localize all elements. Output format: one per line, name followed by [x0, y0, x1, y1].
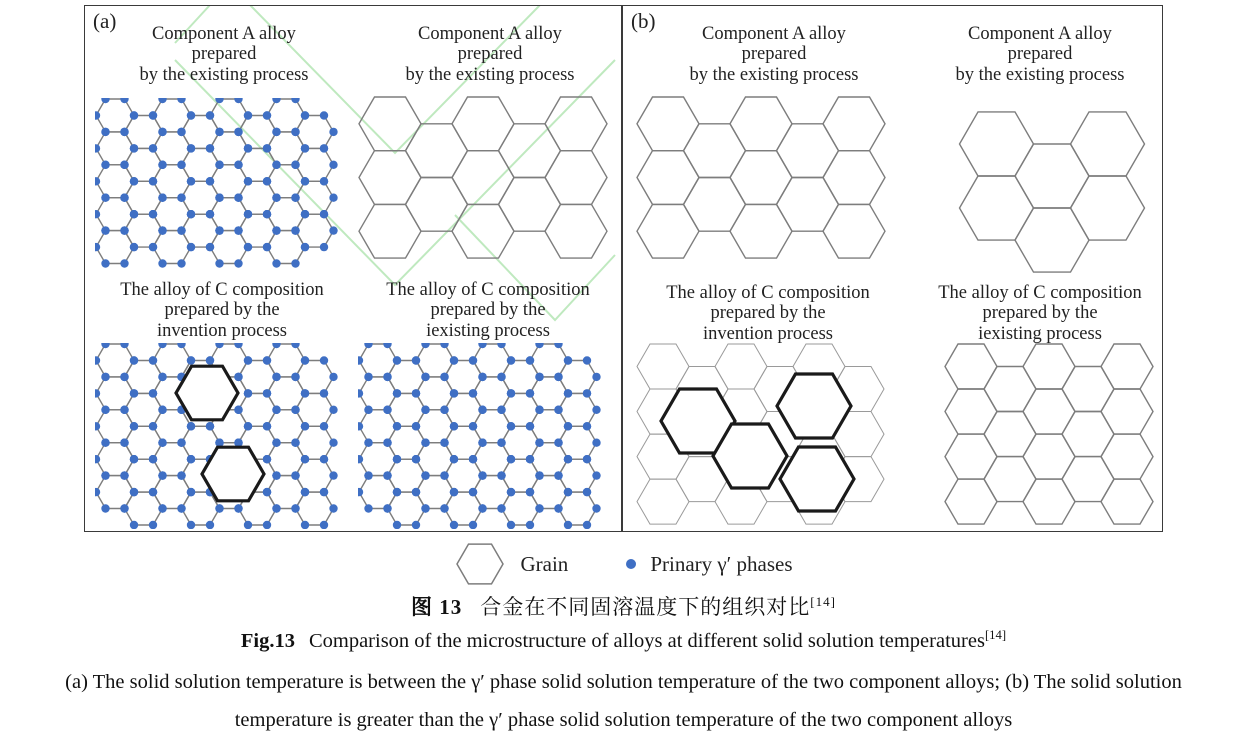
honeycomb-b-top-left-plain	[636, 96, 898, 282]
title-line: prepared	[191, 44, 257, 65]
title-line: Component A alloy	[418, 24, 562, 44]
caption-en-prefix: Fig.13	[240, 630, 295, 652]
title-line: The alloy of C composition	[666, 283, 870, 303]
title-b-top-left	[630, 24, 918, 85]
caption-note: (a) The solid solution temperature is between the γ′ phase solid solution temperature of the two component alloys; (b) The solid solution temperature is greater than the γ′ phase solid solution temperature of the two component alloys	[65, 671, 1182, 731]
legend-grain-label: Grain	[520, 551, 569, 576]
title-line: Component A alloy	[152, 24, 296, 44]
title-line: Component A alloy	[968, 24, 1112, 44]
caption-zh-ref: [14]	[810, 594, 836, 609]
title-a-bottom-right	[356, 280, 620, 341]
title-line: prepared by the	[982, 303, 1098, 324]
title-line: invention process	[157, 320, 287, 341]
legend-grain	[454, 541, 568, 587]
title-line: prepared	[741, 44, 807, 65]
caption-zh	[0, 591, 1247, 621]
panel-b-label: (b)	[631, 9, 656, 33]
honeycomb-b-bottom-left-grains	[636, 343, 898, 531]
caption-zh-text: 合金在不同固溶温度下的组织对比	[480, 595, 811, 619]
title-line: prepared by the	[710, 303, 826, 324]
title-line: by the existing process	[139, 64, 309, 85]
title-line: Component A alloy	[702, 24, 846, 44]
caption-zh-prefix: 图 13	[411, 595, 463, 619]
honeycomb-a-bottom-right-dotted	[358, 343, 618, 529]
caption-en-ref: [14]	[984, 628, 1007, 643]
title-line: The alloy of C composition	[938, 283, 1142, 303]
title-line: by the existing process	[689, 64, 859, 85]
title-line: by the existing process	[955, 64, 1125, 85]
hexagon-grain-icon	[454, 541, 506, 587]
panel-a-label: (a)	[93, 9, 117, 33]
title-b-top-right	[918, 24, 1162, 85]
honeycomb-a-top-left-dotted	[95, 98, 350, 276]
honeycomb-b-top-right-cluster	[946, 96, 1158, 288]
title-line: prepared by the	[164, 300, 280, 321]
title-b-bottom-left	[628, 283, 908, 344]
legend	[0, 540, 1247, 588]
legend-phases-label: Prinary γ′ phases	[650, 551, 793, 576]
title-line: by the existing process	[405, 64, 575, 85]
title-line: The alloy of C composition	[120, 280, 324, 300]
title-line: iexisting process	[426, 320, 550, 341]
honeycomb-a-bottom-left-grains	[95, 343, 350, 529]
title-b-bottom-right	[904, 283, 1176, 344]
caption-en-text: Comparison of the microstructure of alloys at different solid solution temperatures	[308, 630, 985, 652]
phase-dot-icon	[626, 559, 636, 569]
title-line: The alloy of C composition	[386, 280, 590, 300]
title-line: prepared	[457, 44, 523, 65]
legend-phases	[626, 552, 792, 577]
title-a-bottom-left	[86, 280, 358, 341]
title-a-top-right	[360, 24, 620, 85]
caption-en	[0, 630, 1247, 653]
honeycomb-a-top-right-plain	[358, 96, 618, 280]
title-line: invention process	[703, 323, 833, 344]
title-line: prepared by the	[430, 300, 546, 321]
title-a-top-left	[90, 24, 358, 85]
title-line: prepared	[1007, 44, 1073, 65]
panel-divider	[621, 5, 623, 532]
honeycomb-b-bottom-right-plain	[944, 343, 1162, 531]
title-line: iexisting process	[978, 323, 1102, 344]
